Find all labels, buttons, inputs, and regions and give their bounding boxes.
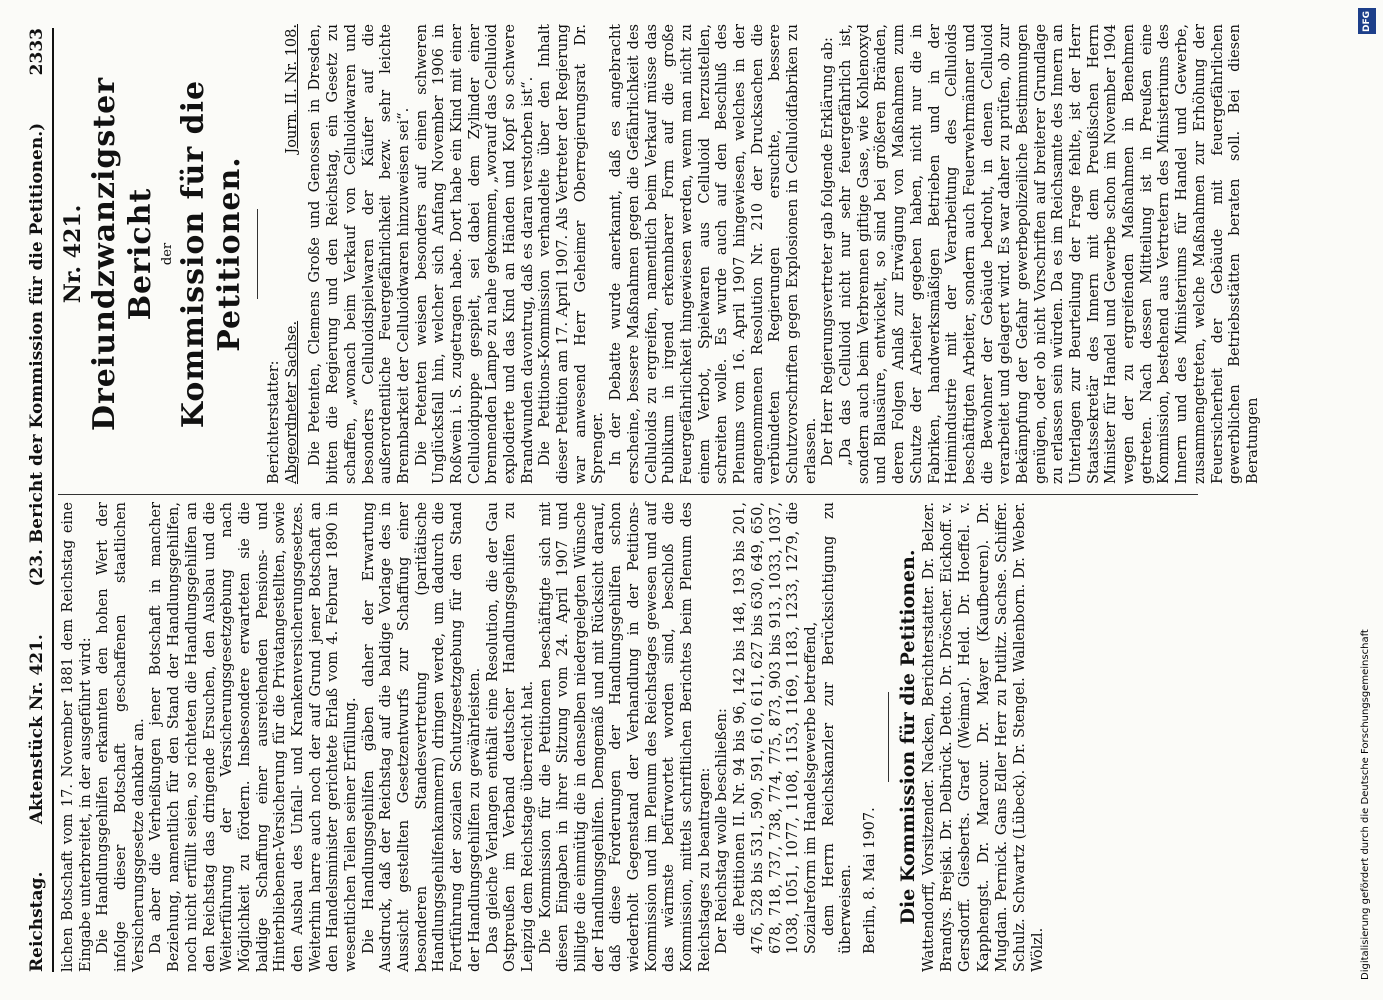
member-list: Wattendorff, Vorsitzender. Nacken, Berichterstatter. Dr. Belzer. Brandys. Brejski. Dr. Delbrück. Detto. Dr. Dröscher. Eickhoff. v. Gersdorff. Giesberts. Graef (Weimar). Held. Dr. Hoeffel. v. Kapphengst. Dr. Marcour. Dr. Mayer (Kaufbeuren). Dr. Mugdan. Pernick. Gans Edler Herr zu Putlitz. Sachse. Schiffer. Schulz. Schwartz (Lübeck). Dr. Stengel. Wallenborn. Dr. Weber. Wölzl.: [920, 502, 1047, 972]
petition-list-end: dem Herrn Reichskanzler zur Berücksichtigung zu überweisen.: [820, 502, 855, 954]
reporter-row: [266, 24, 301, 484]
divider: [257, 209, 258, 299]
resolution-intro: Der Reichstag wolle beschließen:: [714, 708, 731, 954]
page-number: 2333: [27, 28, 48, 76]
paragraph: Da aber die Verheißungen jener Botschaft in mancher Beziehung, namentlich für den Stand der Handlungsgehilfen, noch nicht erfüllt seien, so richteten die Handlungsgehilfen an den Reichstag das dringende Ersuchen, den Ausbau und die Weiterführung der Versicherungsgesetzgebung nach Möglichkeit zu fördern. Insbesondere erwarteten sie die baldige Schaffung einer ausreichenden Pensions- und Hinterbliebenen-Versicherung für die Privatangestellten, sowie den Ausbau des Unfall- und Krankenversicherungsgesetzes. Weiterhin harre auch noch der auf Grund jener Botschaft an den Handelsminister gerichtete Erlaß vom 4. Februar 1890 in wesentlichen Teilen seiner Erfüllung.: [148, 502, 359, 972]
reporter-block: [266, 321, 301, 484]
paragraph: In der Debatte wurde anerkannt, daß es angebracht erscheine, bessere Maßnahmen gegen die Gefährlichkeit des Celluloids zu ergreifen, namentlich beim Verkauf müsse das Publikum in irgend erkennbarer Form auf die große Feuergefährlichkeit hingewiesen werden, wenn man nicht zu einem Verbot, Spielwaren aus Celluloid herzustellen, schreiten wolle. Es wurde auch auf den Beschluß des Plenums vom 16. April 1907 hingewiesen, welches in der angenommenen Resolution Nr. 210 der Drucksachen die verbündeten Regierungen ersuchte, bessere Schutzvorschriften gegen Explosionen in Celluloidfabriken zu erlassen.: [608, 24, 819, 484]
paragraph: Die Petenten weisen besonders auf einen schweren Unglücksfall hin, welcher sich Anfang November 1906 in Roßwein i. S. zugetragen habe. Dort habe ein Kind mit einer Celluloidpuppe gespielt, sei dabei dem Zylinder einer brennenden Lampe zu nahe gekommen, „worauf das Celluloid explodierte und das Kind an Händen und Kopf so schwere Brandwunden davontrug, daß es daran verstorben ist“.: [413, 24, 536, 484]
paragraph: Die Handlungsgehilfen gäben daher der Erwartung Ausdruck, daß der Reichstag auf die baldige Vorlage des in Aussicht gestellten Gesetzentwurfs zur Schaffung einer besonderen Standesvertretung (paritätische Handlungsgehilfenkammern) dringen werde, um dadurch die Fortführung der sozialen Schutzgesetzgebung für den Stand der Handlungsgehilfen zu gewährleisten.: [360, 502, 483, 972]
paragraph: „Da das Celluloid nicht nur sehr feuergefährlich ist, sondern auch beim Verbrennen giftige Gase, wie Kohlenoxyd und Blausäure, entwickelt, so sind bei größeren Bränden, deren Folgen Anlaß zur Erwägung von Maßnahmen zum Schutze der Arbeiter gegeben haben, nicht nur die in Fabriken, handwerksmäßigen Betrieben und in der Heimindustrie mit der Verarbeitung des Celluloids beschäftigten Arbeiter, sondern auch Feuerwehrmänner und die Bewohner der Gebäude bedroht, in denen Celluloid verarbeitet und gelagert wird. Es war daher zu prüfen, ob zur Bekämpfung der Gefahr gewerbepolizeiliche Bestimmungen genügen, oder ob nicht Vorschriften auf breiterer Grundlage zu erlassen sein würden. Da es im Reichsamte des Innern an Unterlagen zur Beurteilung der Frage fehlte, ist der Herr Staatssekretär des Innern mit dem Preußischen Herrn Minister für Handel und Gewerbe schon im November 1904 wegen der zu ergreifenden Maßnahmen in Benehmen getreten. Nach dessen Mitteilung ist in Preußen eine Kommission, bestehend aus Vertretern des Ministeriums des Innern und des Ministeriums für Handel und Gewerbe, zusammengetreten, welche Maßnahmen zur Erhöhung der Feuersicherheit der Gebäude mit feuergefährlichen gewerblichen Betriebsstätten beraten soll. Bei diesen Beratungen: [838, 24, 1261, 484]
report-subtitle: Kommission für die Petitionen.: [175, 79, 248, 429]
paragraph: Die Petitions-Kommission verhandelte über den Inhalt dieser Petition am 17. April 1907. Als Vertreter der Regierung war anwesend Herr Geheimer Oberregierungsrat Dr. Sprenger.: [537, 24, 607, 484]
paragraph: Die Petenten, Clemens Große und Genossen in Dresden, bitten die Regierung und den Reichstag, ein Gesetz zu schaffen, „wonach beim Verkauf von Celluloidwaren und besonders Celluloidspielwaren der Käufer auf die außerordentliche Feuergefährlichkeit bezw. sehr leichte Brennbarkeit der Celluloidwaren hinzuweisen sei“.: [307, 24, 412, 484]
column-divider: [58, 494, 1198, 495]
journal-number: Journ. II. Nr. 108.: [283, 24, 300, 154]
report-title: Dreiundzwanzigster Bericht: [86, 76, 159, 432]
commission-heading: Die Kommission für die Petitionen.: [896, 549, 919, 925]
paragraph: Die Handlungsgehilfen erkannten den hohen Wert der infolge dieser Botschaft geschaffenen staatlichen Versicherungsgesetze dankbar an.: [95, 502, 147, 972]
header-title: (23. Bericht der Kommission für die Petitionen.): [27, 122, 48, 587]
document-number: Nr. 421.: [60, 204, 86, 304]
header-left: Reichstag.: [27, 871, 48, 972]
title-der: der: [160, 242, 176, 266]
paragraph: Die Kommission für die Petitionen beschäftigte sich mit diesen Eingaben in ihrer Sitzung vom 24. April 1907 und billigte die einmütig die in denselben niedergelegten Wünsche der Handlungsgehilfen. Demgemäß und mit Rücksicht darauf, daß diese Forderungen der Handlungsgehilfen schon wiederholt Gegenstand der Verhandlung in der Petitions-Kommission und im Plenum des Reichstages gewesen und auf das wärmste befürwortet worden sind, beschloß die Kommission, mittels schriftlichen Berichtes beim Plenum des Reichstages zu beantragen:: [537, 502, 713, 972]
running-header: [18, 28, 54, 972]
reporter-label: Berichterstatter:: [266, 360, 283, 484]
reporter-name: Abgeordneter Sachse.: [283, 320, 300, 484]
digitization-credit: Digitalisierung gefördert durch die Deutsche Forschungsgemeinschaft: [1360, 629, 1371, 980]
divider: [888, 692, 889, 782]
paragraph: lichen Botschaft vom 17. November 1881 dem Reichstag eine Eingabe unterbreitet, in der ausgeführt wird:: [60, 502, 94, 972]
paragraph: Das gleiche Verlangen enthält eine Resolution, die der Gau Ostpreußen im Verband deutscher Handlungsgehilfen zu Leipzig dem Reichstage überreicht hat.: [484, 502, 536, 972]
petition-list: die Petitionen II. Nr. 94 bis 96, 142 bis 148, 193 bis 201, 476, 528 bis 531, 590, 591, 610, 611, 627 bis 630, 649, 650, 678, 718, 737, 738, 774, 775, 873, 903 bis 913, 1033, 1037, 1038, 1051, 1077, 1108, 1153, 1169, 1183, 1233, 1279, die Sozialreform im Handelsgewerbe betreffend,: [732, 502, 819, 954]
right-column: [60, 24, 1263, 484]
header-center: Aktenstück Nr. 421.: [27, 634, 48, 825]
dfg-logo: DFG: [1358, 8, 1376, 34]
place-date: Berlin, 8. Mai 1907.: [861, 807, 878, 954]
paragraph: Der Herr Regierungsvertreter gab folgende Erklärung ab:: [820, 37, 837, 466]
left-column: [60, 502, 1048, 972]
